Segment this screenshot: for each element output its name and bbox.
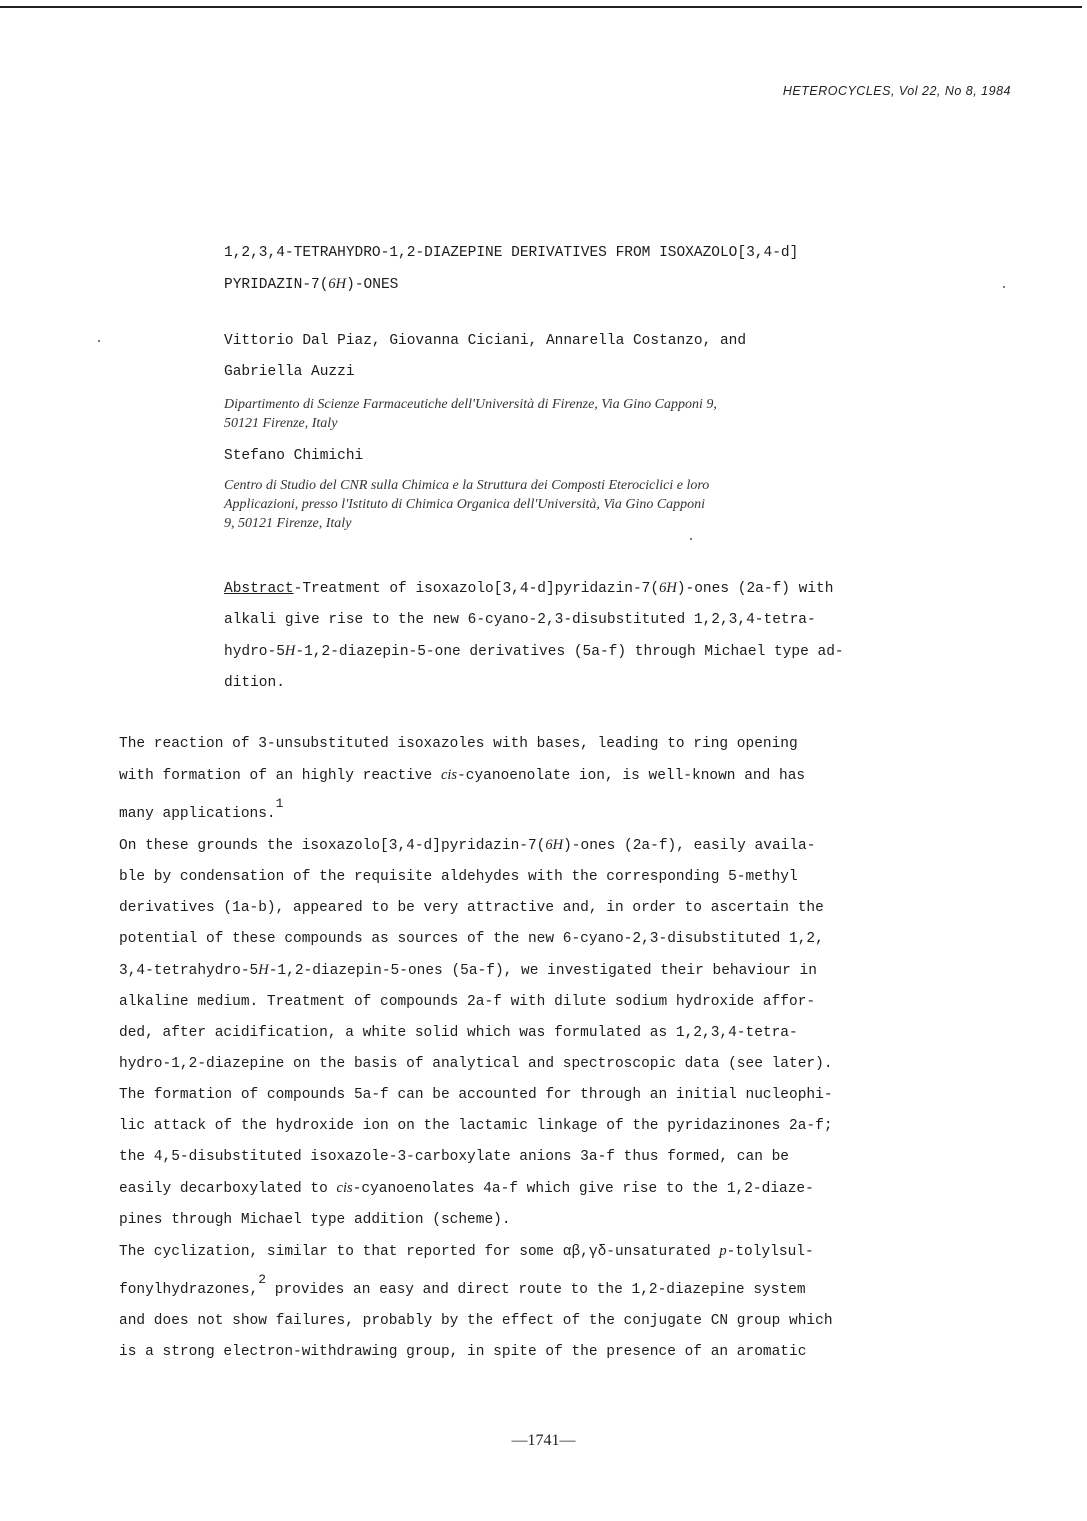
body-line: ble by condensation of the requisite aldehydes with the corresponding 5-methyl: [119, 868, 798, 885]
abstract-line-2: alkali give rise to the new 6-cyano-2,3-disubstituted 1,2,3,4-tetra-: [224, 612, 816, 628]
title-line-2: PYRIDAZIN-7(6H)-ONES: [224, 276, 399, 293]
body-line: The reaction of 3-unsubstituted isoxazoles with bases, leading to ring opening: [119, 736, 798, 752]
body-line: ded, after acidification, a white solid which was formulated as 1,2,3,4-tetra-: [119, 1024, 798, 1041]
body-line: and does not show failures, probably by the effect of the conjugate CN group which: [119, 1312, 833, 1329]
body-line: pines through Michael type addition (scheme).: [119, 1211, 511, 1228]
page-number: —1741—: [511, 1432, 576, 1449]
body-line: The cyclization, similar to that reported for some αβ,γδ-unsaturated p-tolylsul-: [119, 1242, 814, 1260]
body-line: fonylhydrazones,$^2$ provides an easy and direct route to the 1,2-diazepine system: [119, 1271, 806, 1298]
top-rule: [0, 6, 1082, 8]
article-title: [224, 238, 798, 301]
author-list: [224, 326, 746, 388]
body-line: lic attack of the hydroxide ion on the lactamic linkage of the pyridazinones 2a-f;: [119, 1117, 833, 1134]
scan-speck: [690, 538, 692, 540]
body-line: many applications.$^1$: [119, 796, 284, 822]
author-3: Stefano Chimichi: [224, 448, 364, 464]
body-line: On these grounds the isoxazolo[3,4-d]pyridazin-7(6H)-ones (2a-f), easily availa-: [119, 836, 816, 854]
body-line: hydro-1,2-diazepine on the basis of analytical and spectroscopic data (see later).: [119, 1055, 833, 1072]
body-line: alkaline medium. Treatment of compounds 2a-f with dilute sodium hydroxide affor-: [119, 993, 816, 1010]
body-line: 3,4-tetrahydro-5H-1,2-diazepin-5-ones (5a-f), we investigated their behaviour in: [119, 961, 817, 979]
abstract-heading: Abstract: [224, 581, 294, 597]
abstract-line-1: Abstract-Treatment of isoxazolo[3,4-d]pyridazin-7(6H)-ones (2a-f) with: [224, 580, 834, 597]
body-line: The formation of compounds 5a-f can be accounted for through an initial nucleophi-: [119, 1086, 833, 1103]
body-line: easily decarboxylated to cis-cyanoenolates 4a-f which give rise to the 1,2-diaze-: [119, 1179, 814, 1197]
journal-header: HETEROCYCLES, Vol 22, No 8, 1984: [782, 84, 1011, 98]
body-line: the 4,5-disubstituted isoxazole-3-carboxylate anions 3a-f thus formed, can be: [119, 1148, 790, 1165]
body-text: [119, 729, 999, 1368]
scan-speck: [1003, 286, 1005, 288]
abstract: [224, 573, 984, 699]
authors-line-1: Vittorio Dal Piaz, Giovanna Ciciani, Annarella Costanzo, and: [224, 333, 747, 349]
body-line: is a strong electron-withdrawing group, in spite of the presence of an aromatic: [119, 1343, 807, 1360]
affiliation-2: Centro di Studio del CNR sulla Chimica e la Struttura dei Composti Eterociclici e loro Applicazioni, presso l'Istituto di Chimica Organica dell'Università, Via Gino Capponi 9, 50121 Firenze, Italy: [224, 478, 710, 531]
affiliation-1: Dipartimento di Scienze Farmaceutiche dell'Università di Firenze, Via Gino Capponi 9, 50121 Firenze, Italy: [224, 397, 717, 431]
reference-1: 1: [275, 796, 284, 811]
body-line: derivatives (1a-b), appeared to be very attractive and, in order to ascertain the: [119, 899, 824, 916]
body-line: with formation of an highly reactive cis-cyanoenolate ion, is well-known and has: [119, 767, 806, 784]
title-line-1: 1,2,3,4-TETRAHYDRO-1,2-DIAZEPINE DERIVATIVES FROM ISOXAZOLO[3,4-d]: [224, 245, 799, 261]
body-line: potential of these compounds as sources of the new 6-cyano-2,3-disubstituted 1,2,: [119, 930, 824, 947]
authors-line-2: Gabriella Auzzi: [224, 364, 355, 380]
abstract-line-4: dition.: [224, 675, 285, 691]
abstract-line-3: hydro-5H-1,2-diazepin-5-one derivatives (5a-f) through Michael type ad-: [224, 643, 844, 660]
reference-2: 2: [258, 1271, 267, 1287]
scan-speck: [98, 340, 100, 342]
